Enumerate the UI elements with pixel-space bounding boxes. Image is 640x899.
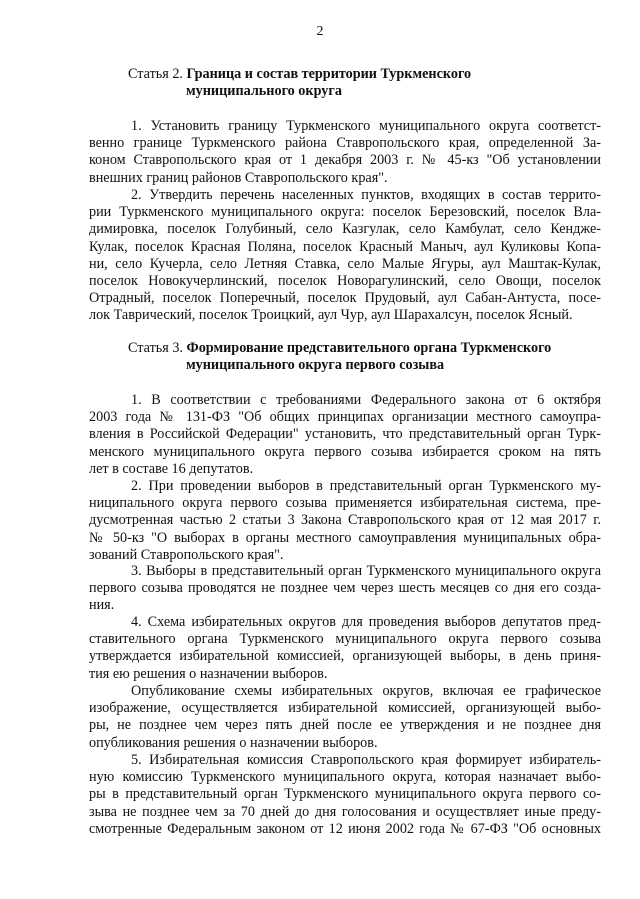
text-line: менского муниципального округа первого созыва избирается сроком на пять — [89, 443, 601, 460]
article-3-paragraph-3 — [89, 563, 601, 615]
text-line: 2. Утвердить перечень населенных пунктов, входящих в состав террито- — [131, 187, 601, 203]
text-line: дусмотренная частью 2 статьи 3 Закона Ставропольского края от 12 мая 2017 г. — [89, 512, 601, 529]
article-3-heading — [128, 340, 598, 374]
text-line: ни, село Кучерла, село Летняя Ставка, село Малые Ягуры, аул Маштак-Кулак, — [89, 255, 601, 272]
article-2-paragraph-2 — [89, 187, 601, 325]
article-2-paragraph-1 — [89, 118, 601, 187]
text-line: поселок Новокучерлинский, поселок Новорагулинский, село Овощи, поселок — [89, 273, 601, 290]
article-3-number: Статья 3. — [128, 340, 183, 356]
text-line: тия ею решения о назначении выборов. — [89, 665, 328, 682]
text-line: 2. При проведении выборов в представительный орган Туркменского му- — [131, 478, 601, 494]
text-line: опубликования решения о назначении выборов. — [89, 734, 378, 751]
article-2-title-line2: муниципального округа — [186, 83, 342, 99]
text-line: смотренные Федеральным законом от 12 июня 2002 года № 67-ФЗ "Об основных — [89, 820, 601, 837]
article-2-title-line1: Граница и состав территории Туркменского — [186, 66, 472, 82]
article-2-heading — [128, 66, 598, 100]
article-3-paragraph-1 — [89, 392, 601, 478]
text-line: ры, не позднее чем через пять дней после ее утверждения и не позднее дня — [89, 717, 601, 734]
text-line: 3. Выборы в представительный орган Туркменского муниципального округа — [131, 563, 601, 579]
article-3-title-line2: муниципального округа первого созыва — [186, 357, 445, 373]
text-line: ры в представительный орган Туркменского муниципального округа первого со- — [89, 786, 601, 803]
text-line: зований Ставропольского края". — [89, 546, 284, 563]
text-line: ставительного органа Туркменского муниципального округа первого созыва — [89, 631, 601, 648]
text-line: первого созыва проводятся не позднее чем через шесть месяцев со дня его созда- — [89, 580, 601, 597]
text-line: Кулак, поселок Красная Поляна, поселок Красный Маныч, аул Куликовы Копа- — [89, 238, 601, 255]
text-line: ную комиссию Туркменского муниципального округа, которая назначает выбо- — [89, 769, 601, 786]
text-line: ниципального округа первого созыва применяется избирательная система, пре- — [89, 495, 601, 512]
text-line: рии Туркменского муниципального округа: поселок Березовский, поселок Вла- — [89, 204, 601, 221]
text-line: вления в Российской Федерации" установить, что представительный орган Турк- — [89, 426, 601, 443]
text-line: Опубликование схемы избирательных округов, включая ее графическое — [131, 683, 601, 699]
article-2-number: Статья 2. — [128, 66, 183, 82]
text-line: венно границе Туркменского района Ставропольского края, определенной За- — [89, 135, 601, 152]
article-3-paragraph-6 — [89, 752, 601, 838]
text-line: лет в составе 16 депутатов. — [89, 460, 254, 477]
text-line: 1. Установить границу Туркменского муниципального округа соответст- — [131, 118, 601, 134]
page-number: 2 — [316, 24, 324, 39]
article-3-paragraph-2 — [89, 478, 601, 564]
text-line: № 50-кз "О выборах в органы местного самоуправления муниципальных обра- — [89, 529, 601, 546]
text-line: 2003 года № 131-ФЗ "Об общих принципах организации местного самоупра- — [89, 409, 601, 426]
text-line: изображение, осуществляется избирательной комиссией, организующей выбо- — [89, 700, 601, 717]
text-line: 5. Избирательная комиссия Ставропольского края формирует избиратель- — [131, 752, 601, 768]
article-3-paragraph-5 — [89, 683, 601, 752]
text-line: внешних границ районов Ставропольского края". — [89, 169, 388, 186]
text-line: коном Ставропольского края от 1 декабря 2003 г. № 45-кз "Об установлении — [89, 152, 601, 169]
article-3-paragraph-4 — [89, 614, 601, 683]
text-line: лок Таврический, поселок Троицкий, аул Чур, аул Шарахалсун, поселок Ясный. — [89, 307, 573, 324]
text-line: Отрадный, поселок Поперечный, поселок Прудовый, аул Сабан-Антуста, посе- — [89, 290, 601, 307]
text-line: зыва не позднее чем за 70 дней до дня голосования и осуществляет иные преду- — [89, 803, 601, 820]
text-line: утверждается избирательной комиссией, организующей выборы, в день приня- — [89, 648, 601, 665]
article-3-title-line1: Формирование представительного органа Туркменского — [186, 340, 552, 356]
text-line: 4. Схема избирательных округов для проведения выборов депутатов пред- — [131, 614, 601, 630]
text-line: ния. — [89, 597, 115, 614]
text-line: димировка, поселок Голубиный, село Казгулак, село Камбулат, село Кендже- — [89, 221, 601, 238]
text-line: 1. В соответствии с требованиями Федерального закона от 6 октября — [131, 392, 601, 408]
